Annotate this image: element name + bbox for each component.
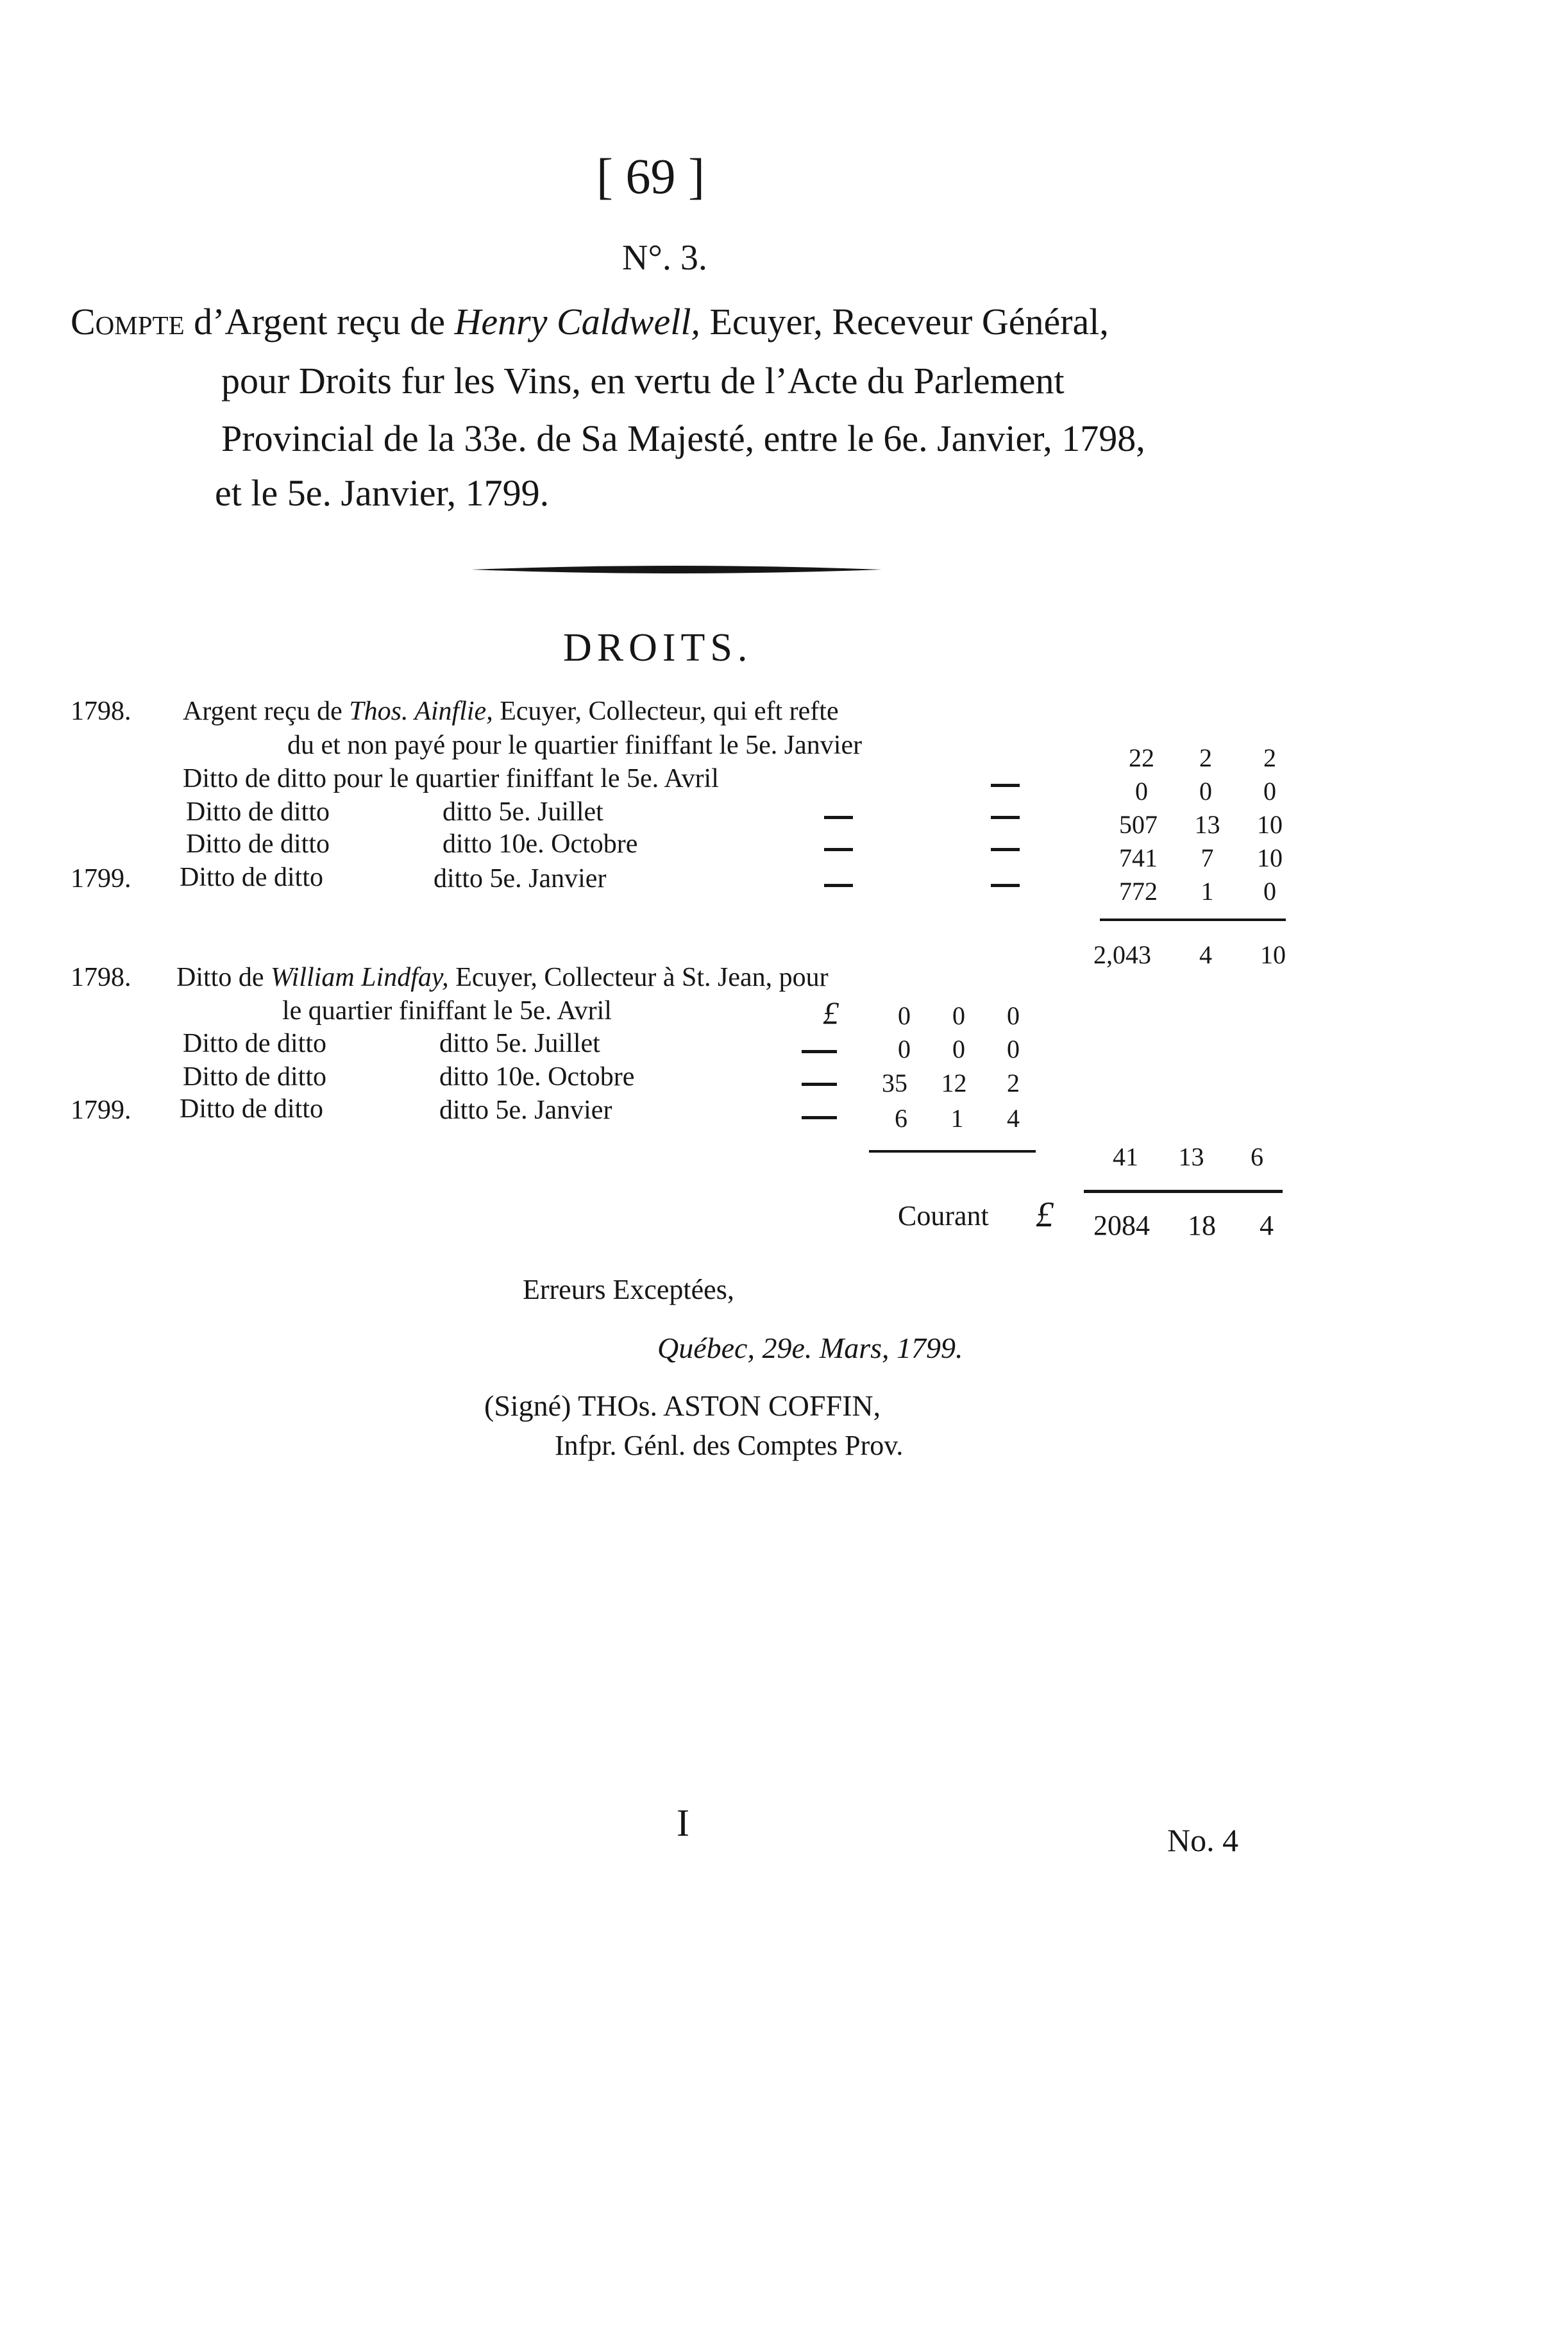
block2-year-start: 1798.: [71, 963, 131, 992]
collector-name-2: William Lindfay,: [270, 963, 449, 992]
amount-pence: 10: [1260, 940, 1286, 969]
block1-year-start: 1798.: [71, 697, 131, 726]
document-number: N°. 3.: [622, 238, 707, 278]
block1-row-3-mid: ditto 10e. Octobre: [443, 829, 638, 859]
dash: [991, 784, 1020, 787]
page-number: [ 69 ]: [596, 148, 705, 204]
amount-shillings: 13: [1194, 810, 1220, 839]
block2-text-a: Ditto de: [176, 963, 271, 992]
block1-row-1-text: Ditto de ditto pour le quartier finiffant le 5e. Avril: [183, 764, 719, 793]
amount-pence: 0: [1263, 777, 1276, 806]
heading-line-4: et le 5e. Janvier, 1799.: [215, 472, 550, 514]
amount-shillings: 0: [952, 1035, 965, 1063]
amount-pence: 0: [1007, 1035, 1020, 1063]
dash: [802, 1083, 837, 1086]
amount-shillings: 12: [941, 1069, 967, 1097]
block1-text-b: Ecuyer, Collecteur, qui eft refte: [493, 697, 839, 726]
block1-row-3-amount: [1119, 843, 1283, 873]
amount-shillings: 0: [952, 1001, 965, 1030]
amount-pence: 2: [1263, 743, 1276, 772]
amount-pounds: 22: [1129, 743, 1154, 772]
amount-pence: 6: [1251, 1142, 1263, 1171]
block1-line-1: [183, 696, 839, 727]
amount-pounds: 2,043: [1093, 940, 1151, 969]
section-title: DROITS.: [563, 626, 753, 670]
ornamental-rule: [471, 562, 882, 577]
errors-excepted: Erreurs Exceptées,: [523, 1274, 734, 1305]
amount-pounds: 0: [898, 1035, 911, 1063]
block2-row-2-amount: [882, 1068, 1026, 1098]
pound-sign: £: [823, 995, 839, 1031]
block2-line-1: [176, 962, 829, 993]
block2-line-2: le quartier finiffant le 5e. Avril: [282, 996, 612, 1026]
block2-year-end: 1799.: [71, 1096, 131, 1125]
block1-total-rule: [1100, 919, 1286, 921]
grand-total-rule: [1084, 1190, 1283, 1193]
heading-line-1: [71, 300, 1109, 343]
block1-line-2: du et non payé pour le quartier finiffant le 5e. Janvier: [287, 731, 863, 760]
block2-row-2-text: Ditto de ditto: [183, 1062, 326, 1092]
dash: [991, 848, 1020, 851]
heading-line-3: Provincial de la 33e. de Sa Majesté, entre le 6e. Janvier, 1798,: [221, 418, 1145, 459]
block1-year-end: 1799.: [71, 864, 131, 893]
amount-pounds: 41: [1113, 1142, 1138, 1171]
heading-text-1: d’Argent reçu de: [184, 301, 455, 343]
amount-pence: 10: [1257, 810, 1283, 839]
heading-lead: Compte: [71, 301, 185, 343]
amount-pounds: 0: [898, 1001, 911, 1030]
dash: [802, 1050, 837, 1053]
block1-row-4-amount: [1119, 876, 1283, 906]
amount-shillings: 13: [1178, 1142, 1204, 1171]
amount-shillings: 1: [1201, 877, 1214, 906]
block1-first-amount: [1129, 743, 1283, 773]
courant-label: Courant: [898, 1200, 989, 1232]
block2-row-1-mid: ditto 5e. Juillet: [439, 1029, 600, 1058]
dash: [991, 884, 1020, 887]
block2-row-1-text: Ditto de ditto: [183, 1029, 326, 1058]
block2-row-2-mid: ditto 10e. Octobre: [439, 1062, 635, 1092]
amount-shillings: 0: [1199, 777, 1212, 806]
block2-row-3-amount: [888, 1103, 1026, 1133]
block1-row-1-amount: [1129, 776, 1283, 806]
amount-pounds: 0: [1135, 777, 1148, 806]
heading-text-2: Ecuyer, Receveur Général,: [700, 301, 1109, 343]
amount-pounds: 772: [1119, 877, 1158, 906]
block2-first-amount: [891, 1001, 1026, 1031]
grand-total: [1093, 1209, 1279, 1242]
block2-row-3-mid: ditto 5e. Janvier: [439, 1096, 612, 1125]
receiver-name: Henry Caldwell,: [454, 301, 700, 343]
block1-row-4-mid: ditto 5e. Janvier: [434, 864, 607, 893]
amount-pence: 2: [1007, 1069, 1020, 1097]
signed-line: (Signé) THOs. ASTON COFFIN,: [484, 1389, 881, 1422]
dash: [824, 848, 853, 851]
block1-total: [1093, 940, 1286, 970]
amount-shillings: 1: [950, 1104, 964, 1133]
amount-shillings: 18: [1188, 1210, 1216, 1241]
amount-pence: 10: [1257, 843, 1283, 872]
amount-shillings: 7: [1201, 843, 1214, 872]
dash: [824, 816, 853, 819]
amount-pence: 4: [1007, 1104, 1020, 1133]
amount-shillings: 2: [1199, 743, 1212, 772]
block2-total: [1113, 1142, 1270, 1172]
heading-line-2: pour Droits fur les Vins, en vertu de l’Acte du Parlement: [221, 360, 1065, 402]
amount-pence: 0: [1007, 1001, 1020, 1030]
amount-shillings: 4: [1199, 940, 1212, 969]
block1-row-3-text: Ditto de ditto: [186, 829, 330, 859]
amount-pounds: 2084: [1093, 1210, 1150, 1241]
block2-text-b: Ecuyer, Collecteur à St. Jean, pour: [448, 963, 829, 992]
dash: [802, 1116, 837, 1119]
signer-title: Infpr. Génl. des Comptes Prov.: [555, 1430, 904, 1461]
amount-pounds: 35: [882, 1069, 907, 1097]
block1-text-a: Argent reçu de: [183, 697, 350, 726]
block1-row-4-text: Ditto de ditto: [180, 863, 323, 892]
amount-pounds: 6: [895, 1104, 907, 1133]
amount-pence: 0: [1263, 877, 1276, 906]
block2-row-3-text: Ditto de ditto: [180, 1094, 323, 1124]
amount-pounds: 507: [1119, 810, 1158, 839]
signature-mark: I: [677, 1802, 689, 1844]
courant-pound-sign: £: [1036, 1195, 1054, 1235]
dash: [991, 816, 1020, 819]
amount-pounds: 741: [1119, 843, 1158, 872]
dash: [824, 884, 853, 887]
amount-pence: 4: [1260, 1210, 1274, 1241]
block2-total-rule: [869, 1150, 1036, 1153]
collector-name-1: Thos. Ainflie,: [349, 697, 493, 726]
block1-row-2-mid: ditto 5e. Juillet: [443, 797, 603, 827]
block1-row-2-amount: [1119, 809, 1283, 840]
block1-row-2-text: Ditto de ditto: [186, 797, 330, 827]
place-date: Québec, 29e. Mars, 1799.: [657, 1332, 963, 1364]
next-number: No. 4: [1167, 1822, 1239, 1858]
block2-row-1-amount: [891, 1034, 1026, 1064]
